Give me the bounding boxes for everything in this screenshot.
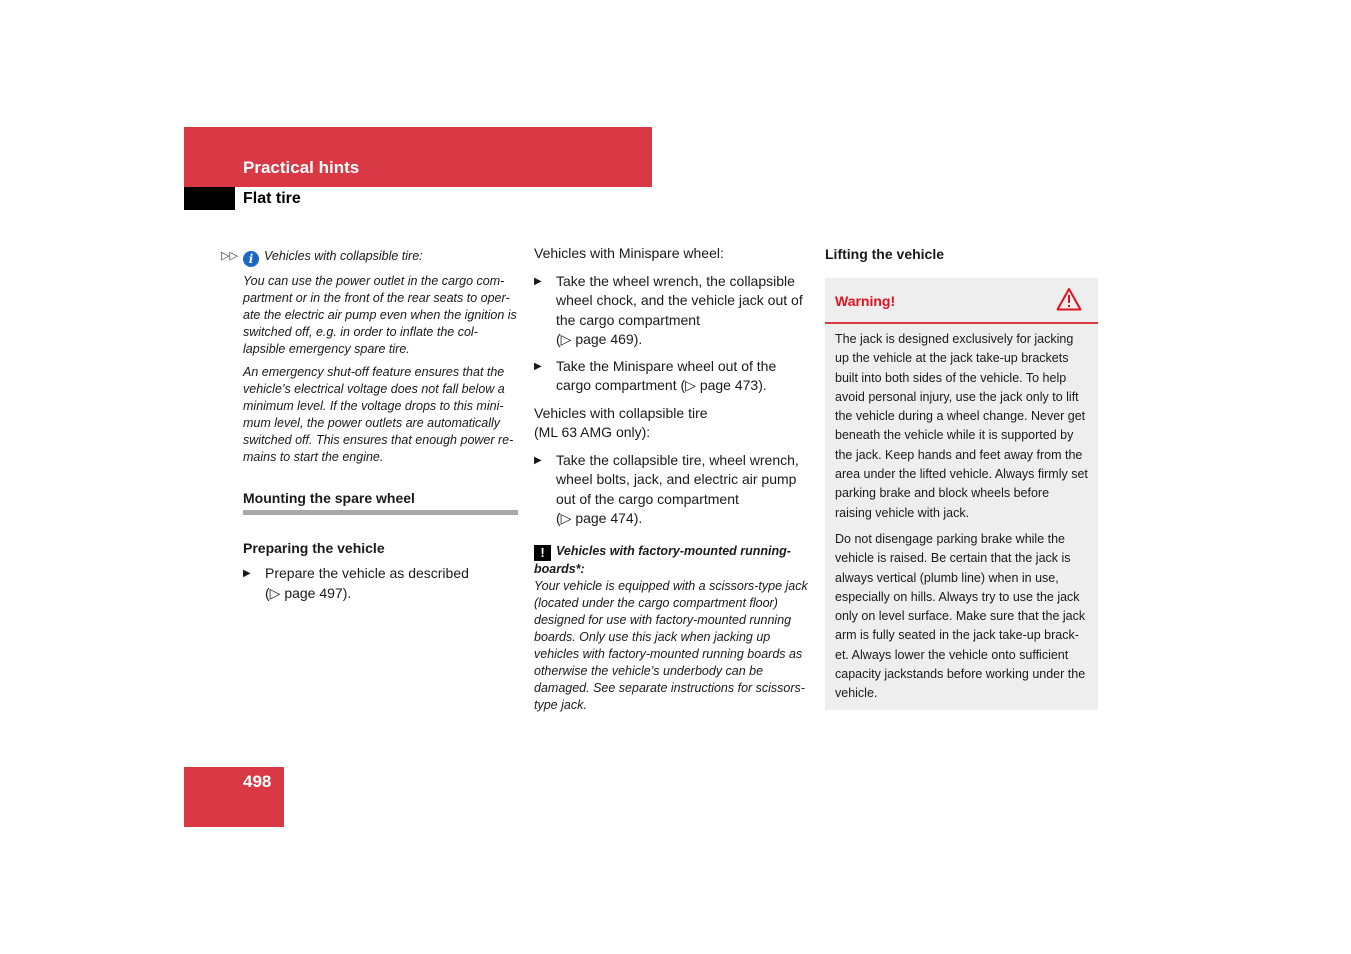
list-item-text: Take the Minispare wheel out of the cargo compartment (▷ page 473). xyxy=(556,357,777,393)
lifting-heading: Lifting the vehicle xyxy=(825,246,945,262)
warning-paragraph: The jack is designed exclusively for jacking up the vehicle at the jack take-up brackets built into both sides of the vehicle. To help avoid personal injury, use the jack only to lift the vehicle during a wheel change. Never get beneath the vehicle while it is supported by the jack. Keep hands and feet away from the area under the lifted vehicle. Always firmly set parking brake and block wheels before raising vehicle with jack. xyxy=(835,332,1088,520)
info-note-paragraph: An emergency shut-off feature ensures that the vehicle’s electrical voltage does not fall below a minimum level. If the voltage drops to this mini-mum level, the power outlets are automatically switched off. This ensures that enough power re-mains to start the engine. xyxy=(243,365,514,464)
warning-triangle-icon xyxy=(1056,287,1082,311)
preparing-heading: Preparing the vehicle xyxy=(243,540,385,556)
column-right xyxy=(825,244,1098,710)
warning-label: Warning! xyxy=(835,293,896,309)
list-item-text: Take the collapsible tire, wheel wrench, wheel bolts, jack, and electric air pump out of the cargo compartment xyxy=(556,451,799,507)
warning-header xyxy=(825,278,1098,324)
warning-body xyxy=(825,324,1098,710)
caution-note-text: Your vehicle is equipped with a scissors-type jack (located under the cargo compartment floor) designed for use with factory-mounted running boards. Only use this jack when jacking up vehicles with factory-mounted running boards as otherwise the vehicle’s underbody can be damaged. See separate instructions for scissors-type jack. xyxy=(534,578,808,712)
warning-box xyxy=(825,278,1098,710)
column-middle xyxy=(534,244,809,714)
subsection-title: Flat tire xyxy=(243,190,301,207)
info-icon: i xyxy=(243,251,259,267)
info-note xyxy=(243,248,518,466)
column-left xyxy=(243,248,518,603)
caution-note xyxy=(534,543,809,714)
caution-icon: ! xyxy=(534,545,551,561)
page-reference: (▷ page 469). xyxy=(556,331,643,347)
info-note-paragraph: You can use the power outlet in the cargo com-partment or in the front of the rear seats to oper-ate the electric air pump even when the ignition is switched off, e.g. in order to inflate the col-lapsible emergency spare tire. xyxy=(243,274,517,356)
bullet-triangle-icon: ▶ xyxy=(534,454,542,466)
page-reference: (▷ page 474). xyxy=(556,510,643,526)
section-title: Practical hints xyxy=(243,158,360,177)
bullet-triangle-icon: ▶ xyxy=(243,568,251,579)
info-note-heading: Vehicles with collapsible tire: xyxy=(264,249,423,263)
collapsible-intro-line1: Vehicles with collapsible tire xyxy=(534,404,708,421)
subsection-tab-marker xyxy=(184,187,235,210)
caution-note-heading: Vehicles with factory-mounted running-boards*: xyxy=(534,543,791,576)
list-item xyxy=(534,272,809,350)
list-item-text: Take the wheel wrench, the collapsible wheel chock, and the vehicle jack out of the cargo compartment xyxy=(556,272,803,328)
minispare-intro: Vehicles with Minispare wheel: xyxy=(534,245,724,261)
warning-paragraph: Do not disengage parking brake while the vehicle is raised. Be certain that the jack is always vertical (plumb line) when in use, especially on hills. Always try to use the jack only on level surface. Make sure that the jack arm is fully seated in the jack take-up brack-et. Always lower the vehicle onto sufficient capacity jackstands before working under the vehicle. xyxy=(835,531,1086,701)
header-bar xyxy=(184,127,652,187)
page-number: 498 xyxy=(243,772,272,791)
bullet-triangle-icon: ▶ xyxy=(534,275,542,287)
list-item xyxy=(534,357,809,396)
mounting-heading: Mounting the spare wheel xyxy=(243,490,518,515)
bullet-triangle-icon: ▶ xyxy=(534,360,542,372)
list-item xyxy=(534,451,809,529)
collapsible-intro xyxy=(534,404,809,443)
list-item xyxy=(243,564,518,603)
list-item-text: Prepare the vehicle as described xyxy=(265,565,469,581)
collapsible-intro-line2: (ML 63 AMG only): xyxy=(534,424,651,440)
continuation-marker: ▷▷ xyxy=(221,250,238,262)
page-reference: (▷ page 497). xyxy=(265,584,352,601)
